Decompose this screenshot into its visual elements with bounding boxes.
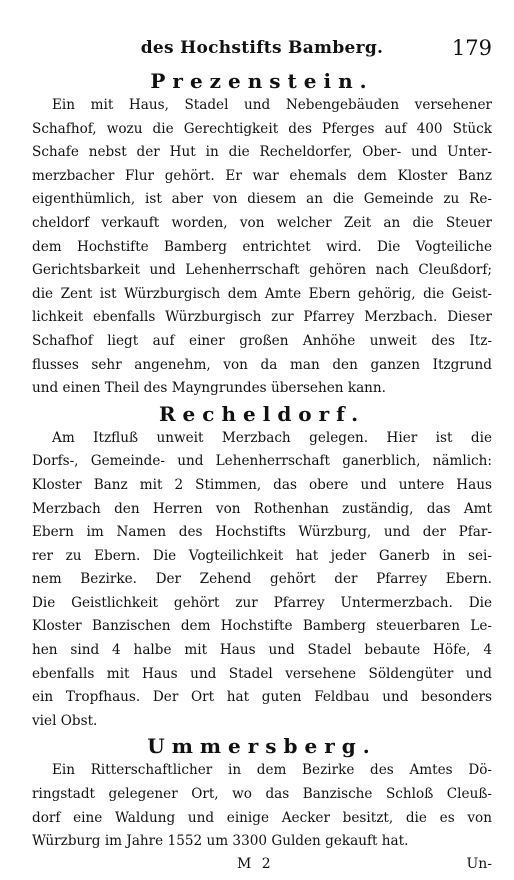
running-head-title: des Hochstifts Bamberg. [140, 38, 384, 58]
page-number: 179 [451, 36, 492, 60]
text-line: ein Tropfhaus. Der Ort hat guten Feldbau und besonders [32, 689, 492, 706]
text-line: Kloster Banzischen dem Hochstifte Bamberg steuerbaren Le- [32, 618, 492, 635]
text-line: Am Itzfluß unweit Merzbach gelegen. Hier ist die [52, 429, 492, 446]
text-line: viel Obst. [32, 712, 98, 729]
text-line: merzbacher Flur gehört. Er war ehemals dem Kloster Banz [32, 167, 492, 184]
text-line: Ebern im Namen des Hochstifts Würzburg, und der Pfar- [32, 524, 492, 541]
section-recheldorf [32, 401, 492, 734]
text-line: dorf eine Waldung und einige Aecker besitzt, die es von [32, 809, 492, 826]
text-line: flusses sehr angenehm, von da man den ganzen Itzgrund [32, 356, 492, 373]
text-line: Merzbach den Herren von Rothenhan zuständig, das Amt [32, 500, 492, 517]
signature-mark: M 2 [237, 855, 274, 872]
text-line: Schafe nebst der Hut in die Recheldorfer, Ober- und Unter- [32, 144, 492, 161]
text-line: ringstadt gelegener Ort, wo das Banzische Schloß Cleuß- [32, 786, 492, 803]
text-line: hen sind 4 halbe mit Haus und Stadel bebaute Höfe, 4 [32, 642, 492, 659]
text-line: Schafhof liegt auf einer großen Anhöhe unweit des Itz- [32, 332, 492, 349]
section-paragraph [32, 427, 492, 734]
section-paragraph [32, 94, 492, 401]
section-ummersberg [32, 733, 492, 853]
running-head [32, 38, 492, 68]
text-line: Würzburg im Jahre 1552 um 3300 Gulden gekauft hat. [32, 833, 409, 850]
text-line: ebenfalls mit Haus und Stadel versehene Söldengüter und [32, 665, 492, 682]
text-line: rer zu Ebern. Die Vogteilichkeit hat jeder Ganerb in sei- [32, 547, 492, 564]
text-line: lichkeit ebenfalls Würzburgisch zur Pfarrey Merzbach. Dieser [32, 309, 492, 326]
text-line: dem Hochstifte Bamberg entrichtet wird. Die Vogteiliche [32, 238, 492, 255]
text-line: cheldorf verkauft worden, von welcher Zeit an die Steuer [32, 214, 492, 231]
section-paragraph [32, 759, 492, 853]
text-line: Ein mit Haus, Stadel und Nebengebäuden versehener [52, 97, 492, 113]
text-line: Gerichtsbarkeit und Lehenherrschaft gehören nach Cleußdorf; [32, 262, 492, 279]
text-line: eigenthümlich, ist aber von diesem an die Gemeinde zu Re- [32, 191, 492, 208]
text-line: Dorfs-, Gemeinde- und Lehenherrschaft ganerblich, nämlich: [32, 453, 492, 470]
section-heading: Ummersberg. [147, 734, 377, 759]
text-line: Ein Ritterschaftlicher in dem Bezirke des Amtes Dö- [52, 762, 492, 779]
text-line: Die Geistlichkeit gehört zur Pfarrey Untermerzbach. Die [32, 594, 492, 611]
text-line: die Zent ist Würzburgisch dem Amte Ebern gehörig, die Geist- [32, 285, 492, 302]
text-line: Kloster Banz mit 2 Stimmen, das obere und untere Haus [32, 476, 492, 493]
section-heading: Prezenstein. [150, 69, 374, 93]
text-line: Schafhof, wozu die Gerechtigkeit des Pferges auf 400 Stück [32, 120, 492, 137]
section-heading: Recheldorf. [158, 401, 366, 426]
page-footer [32, 856, 492, 880]
catchword: Un- [466, 855, 492, 872]
section-prezenstein [32, 68, 492, 401]
text-line: nem Bezirke. Der Zehend gehört der Pfarrey Ebern. [32, 571, 492, 588]
text-line: und einen Theil des Mayngrundes übersehen kann. [32, 380, 387, 397]
